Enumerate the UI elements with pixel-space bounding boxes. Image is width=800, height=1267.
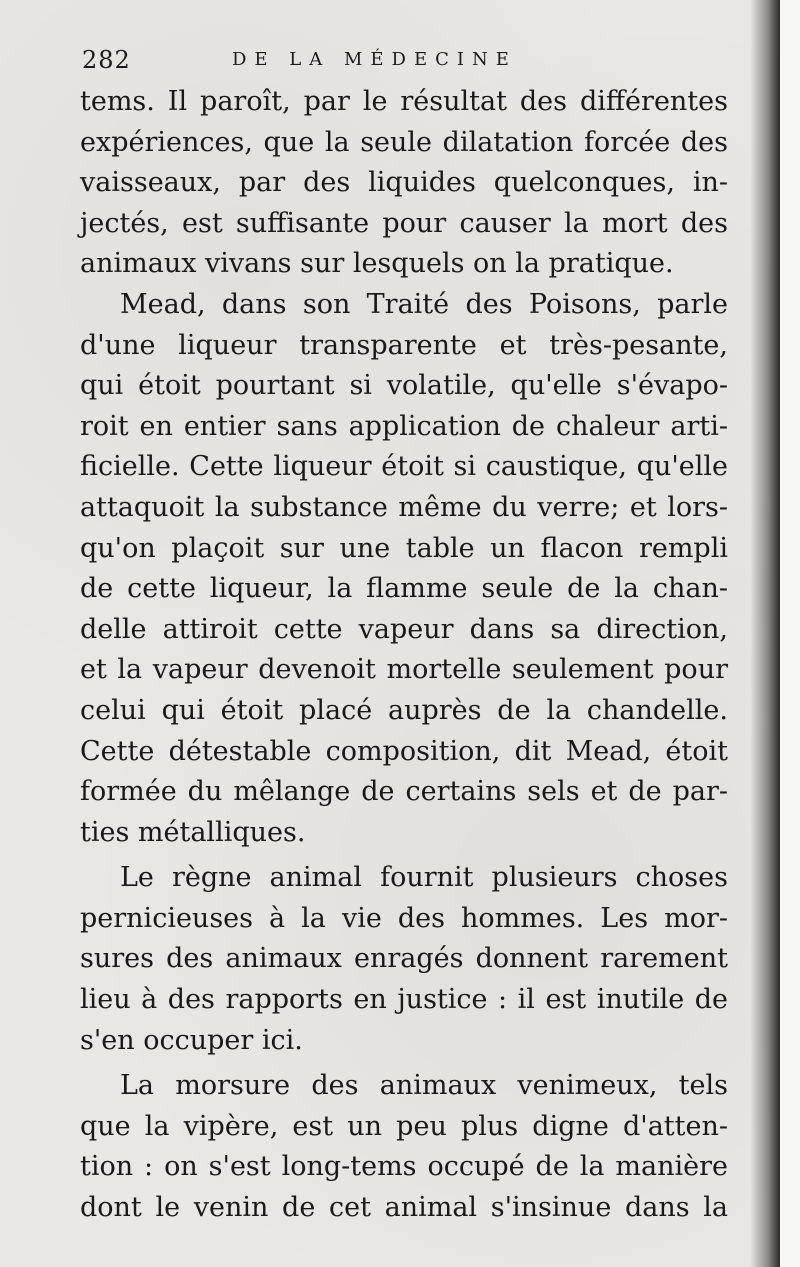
paragraph (80, 82, 728, 285)
text-line: jectés, est suffisante pour causer la mort des (80, 207, 728, 239)
text-line: dont le venin de cet animal s'insinue dans la (80, 1192, 728, 1224)
text-line: Cette détestable composition, dit Mead, étoit (80, 735, 728, 767)
text-line: celui qui étoit placé auprès de la chandelle. (80, 694, 728, 726)
text-line: s'en occuper ici. (80, 1024, 303, 1056)
text-line: lieu à des rapports en justice : il est inutile de (80, 984, 728, 1016)
running-head: DE LA MÉDECINE (232, 49, 517, 70)
text-line: pernicieuses à la vie des hommes. Les mor- (80, 902, 728, 934)
text-line: et la vapeur devenoit mortelle seulement pour (80, 654, 728, 686)
page-number: 282 (82, 46, 131, 74)
paragraph (80, 1066, 728, 1228)
body-text (80, 82, 728, 1229)
text-line: ties métalliques. (80, 816, 306, 848)
text-line: animaux vivans sur lesquels on la pratique. (80, 248, 674, 280)
text-line: Le règne animal fournit plusieurs choses (120, 862, 728, 894)
text-line: attaquoit la substance même du verre; et lors- (80, 491, 728, 523)
page-header (82, 44, 722, 74)
text-line: sures des animaux enragés donnent rarement (80, 943, 728, 975)
text-line: qui étoit pourtant si volatile, qu'elle s'évapo- (80, 370, 728, 402)
text-line: roit en entier sans application de chaleur arti- (80, 410, 728, 442)
text-line: formée du mêlange de certains sels et de par- (80, 776, 728, 808)
text-line: delle attiroit cette vapeur dans sa direction, (80, 613, 728, 645)
text-line: tion : on s'est long-tems occupé de la manière (80, 1151, 728, 1183)
text-line: expériences, que la seule dilatation forcée des (80, 126, 728, 158)
text-line: que la vipère, est un peu plus digne d'atten- (80, 1110, 728, 1142)
paragraph (80, 285, 728, 853)
paragraph (80, 858, 728, 1061)
text-line: qu'on plaçoit sur une table un flacon rempli (80, 532, 728, 564)
page-edge-shadow (750, 0, 780, 1267)
text-line: vaisseaux, par des liquides quelconques, in- (80, 167, 728, 199)
text-line: La morsure des animaux venimeux, tels (120, 1070, 728, 1102)
text-line: tems. Il paroît, par le résultat des différentes (80, 86, 728, 117)
text-line: d'une liqueur transparente et très-pesante, (80, 329, 728, 361)
scan-margin (780, 0, 800, 1267)
text-line: Mead, dans son Traité des Poisons, parle (120, 288, 728, 320)
text-line: ficielle. Cette liqueur étoit si caustique, qu'elle (80, 451, 728, 483)
text-line: de cette liqueur, la flamme seule de la chan- (80, 573, 728, 605)
